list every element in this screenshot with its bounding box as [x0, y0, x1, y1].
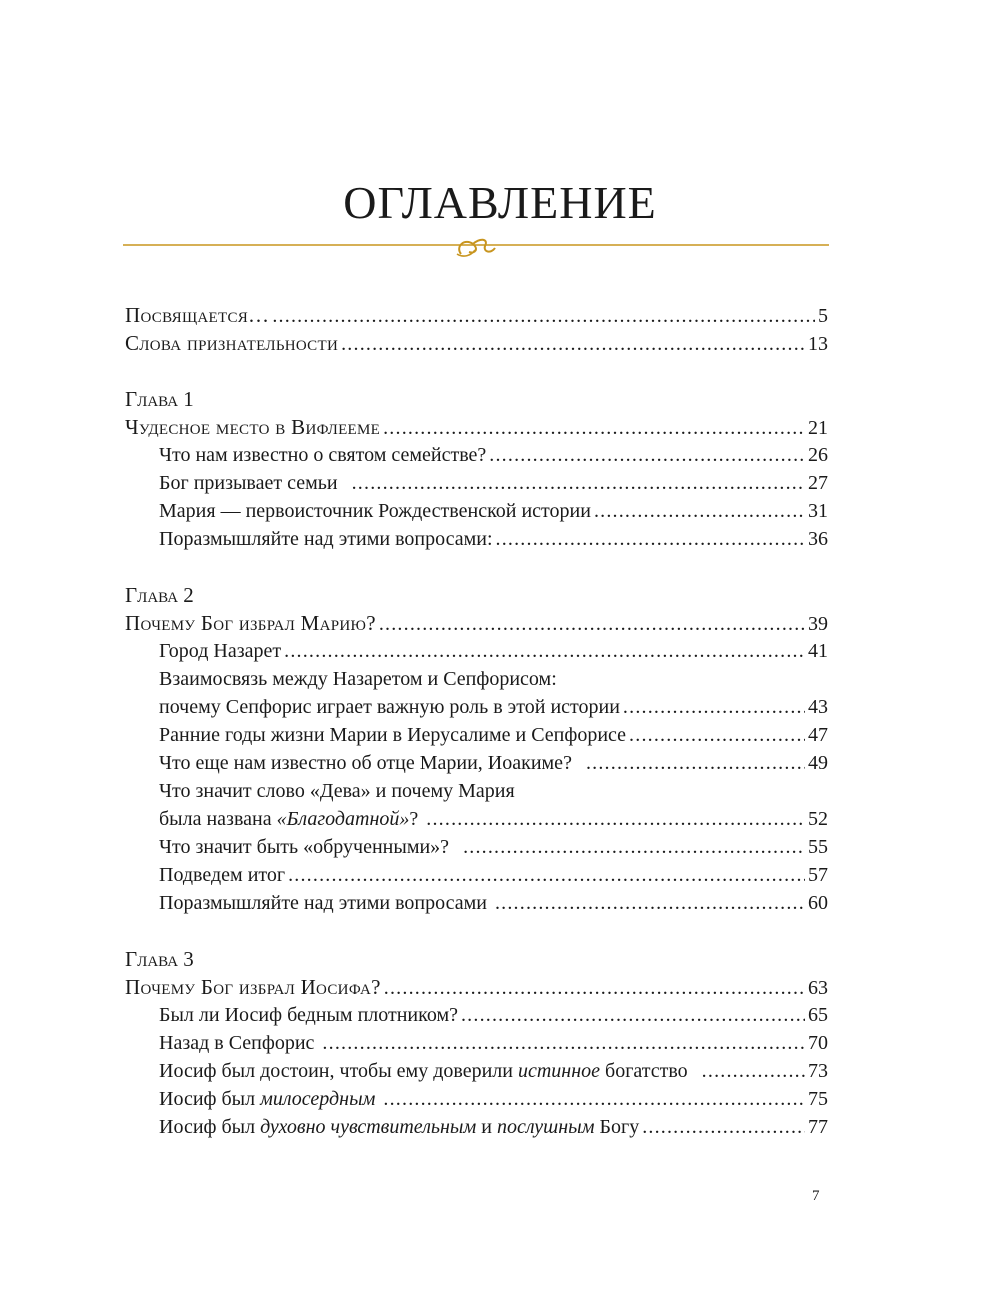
leader-dots	[629, 721, 805, 749]
chapter-3-heading: Глава 3	[125, 947, 194, 971]
toc-entry-acknowledgements[interactable]: Слова признательности ..... 13	[125, 329, 828, 357]
toc-entry-chapter-1[interactable]: Чудесное место в Вифлееме ..... 21	[125, 413, 828, 441]
leader-dots	[461, 1001, 805, 1029]
divider-ornament	[123, 232, 829, 262]
leader-dots	[594, 497, 805, 525]
leader-dots	[284, 637, 805, 665]
leader-dots	[322, 1029, 805, 1057]
toc-subentry[interactable]: Что еще нам известно об отце Марии, Иоакиме? ..... 49	[159, 749, 828, 777]
leader-dots	[272, 302, 815, 330]
leader-dots	[495, 889, 805, 917]
toc-subentry-line: Взаимосвязь между Назаретом и Сепфорисом:	[159, 668, 557, 690]
toc-subentry[interactable]: Мария — первоисточник Рождественской истории ..... 31	[159, 497, 828, 525]
leader-dots	[384, 974, 805, 1002]
page-number: 7	[812, 1188, 820, 1204]
toc-subentry[interactable]: Ранние годы жизни Марии в Иерусалиме и Сепфорисе ..... 47	[159, 721, 828, 749]
leader-dots	[383, 1085, 805, 1113]
page-title: ОГЛАВЛЕНИЕ	[343, 177, 657, 228]
leader-dots	[702, 1057, 805, 1085]
toc-subentry[interactable]: Иосиф был духовно чувствительным и послушным Богу ..... 77	[159, 1113, 828, 1141]
leader-dots	[426, 805, 805, 833]
toc-subentry[interactable]: Подведем итог ..... 57	[159, 861, 828, 889]
toc-entry-dedication[interactable]: Посвящается… ..... 5	[125, 301, 828, 329]
toc-subentry[interactable]: Бог призывает семьи ..... 27	[159, 469, 828, 497]
leader-dots	[642, 1113, 805, 1141]
chapter-2-heading: Глава 2	[125, 583, 194, 607]
toc-subentry[interactable]: Был ли Иосиф бедным плотником? ..... 65	[159, 1001, 828, 1029]
toc-entry-chapter-3[interactable]: Почему Бог избрал Иосифа? ..... 63	[125, 973, 828, 1001]
leader-dots	[496, 525, 806, 553]
toc-subentry[interactable]: Иосиф был достоин, чтобы ему доверили истинное богатство ..... 73	[159, 1057, 828, 1085]
toc-subentry[interactable]: Иосиф был милосердным ..... 75	[159, 1085, 828, 1113]
leader-dots	[463, 833, 805, 861]
leader-dots	[623, 693, 805, 721]
chapter-1-heading: Глава 1	[125, 387, 194, 411]
toc-subentry[interactable]: Поразмышляйте над этими вопросами: ..... 36	[159, 525, 828, 553]
leader-dots	[383, 414, 805, 442]
toc-subentry[interactable]: Назад в Сепфорис ..... 70	[159, 1029, 828, 1057]
toc-subentry[interactable]: Город Назарет ..... 41	[159, 637, 828, 665]
leader-dots	[489, 441, 805, 469]
toc-subentry[interactable]: Поразмышляйте над этими вопросами ..... 60	[159, 889, 828, 917]
toc-subentry[interactable]: Что нам известно о святом семействе? ..... 26	[159, 441, 828, 469]
toc-subentry[interactable]: была названа «Благодатной»? ..... 52	[159, 805, 828, 833]
leader-dots	[341, 330, 805, 358]
toc-subentry[interactable]: Что значит быть «обрученными»? ..... 55	[159, 833, 828, 861]
leader-dots	[586, 749, 805, 777]
toc-entry-chapter-2[interactable]: Почему Бог избрал Марию? ..... 39	[125, 609, 828, 637]
toc-subentry-line: Что значит слово «Дева» и почему Мария	[159, 780, 515, 802]
leader-dots	[379, 610, 805, 638]
toc-subentry[interactable]: почему Сепфорис играет важную роль в этой истории ..... 43	[159, 693, 828, 721]
leader-dots	[352, 469, 805, 497]
leader-dots	[288, 861, 805, 889]
